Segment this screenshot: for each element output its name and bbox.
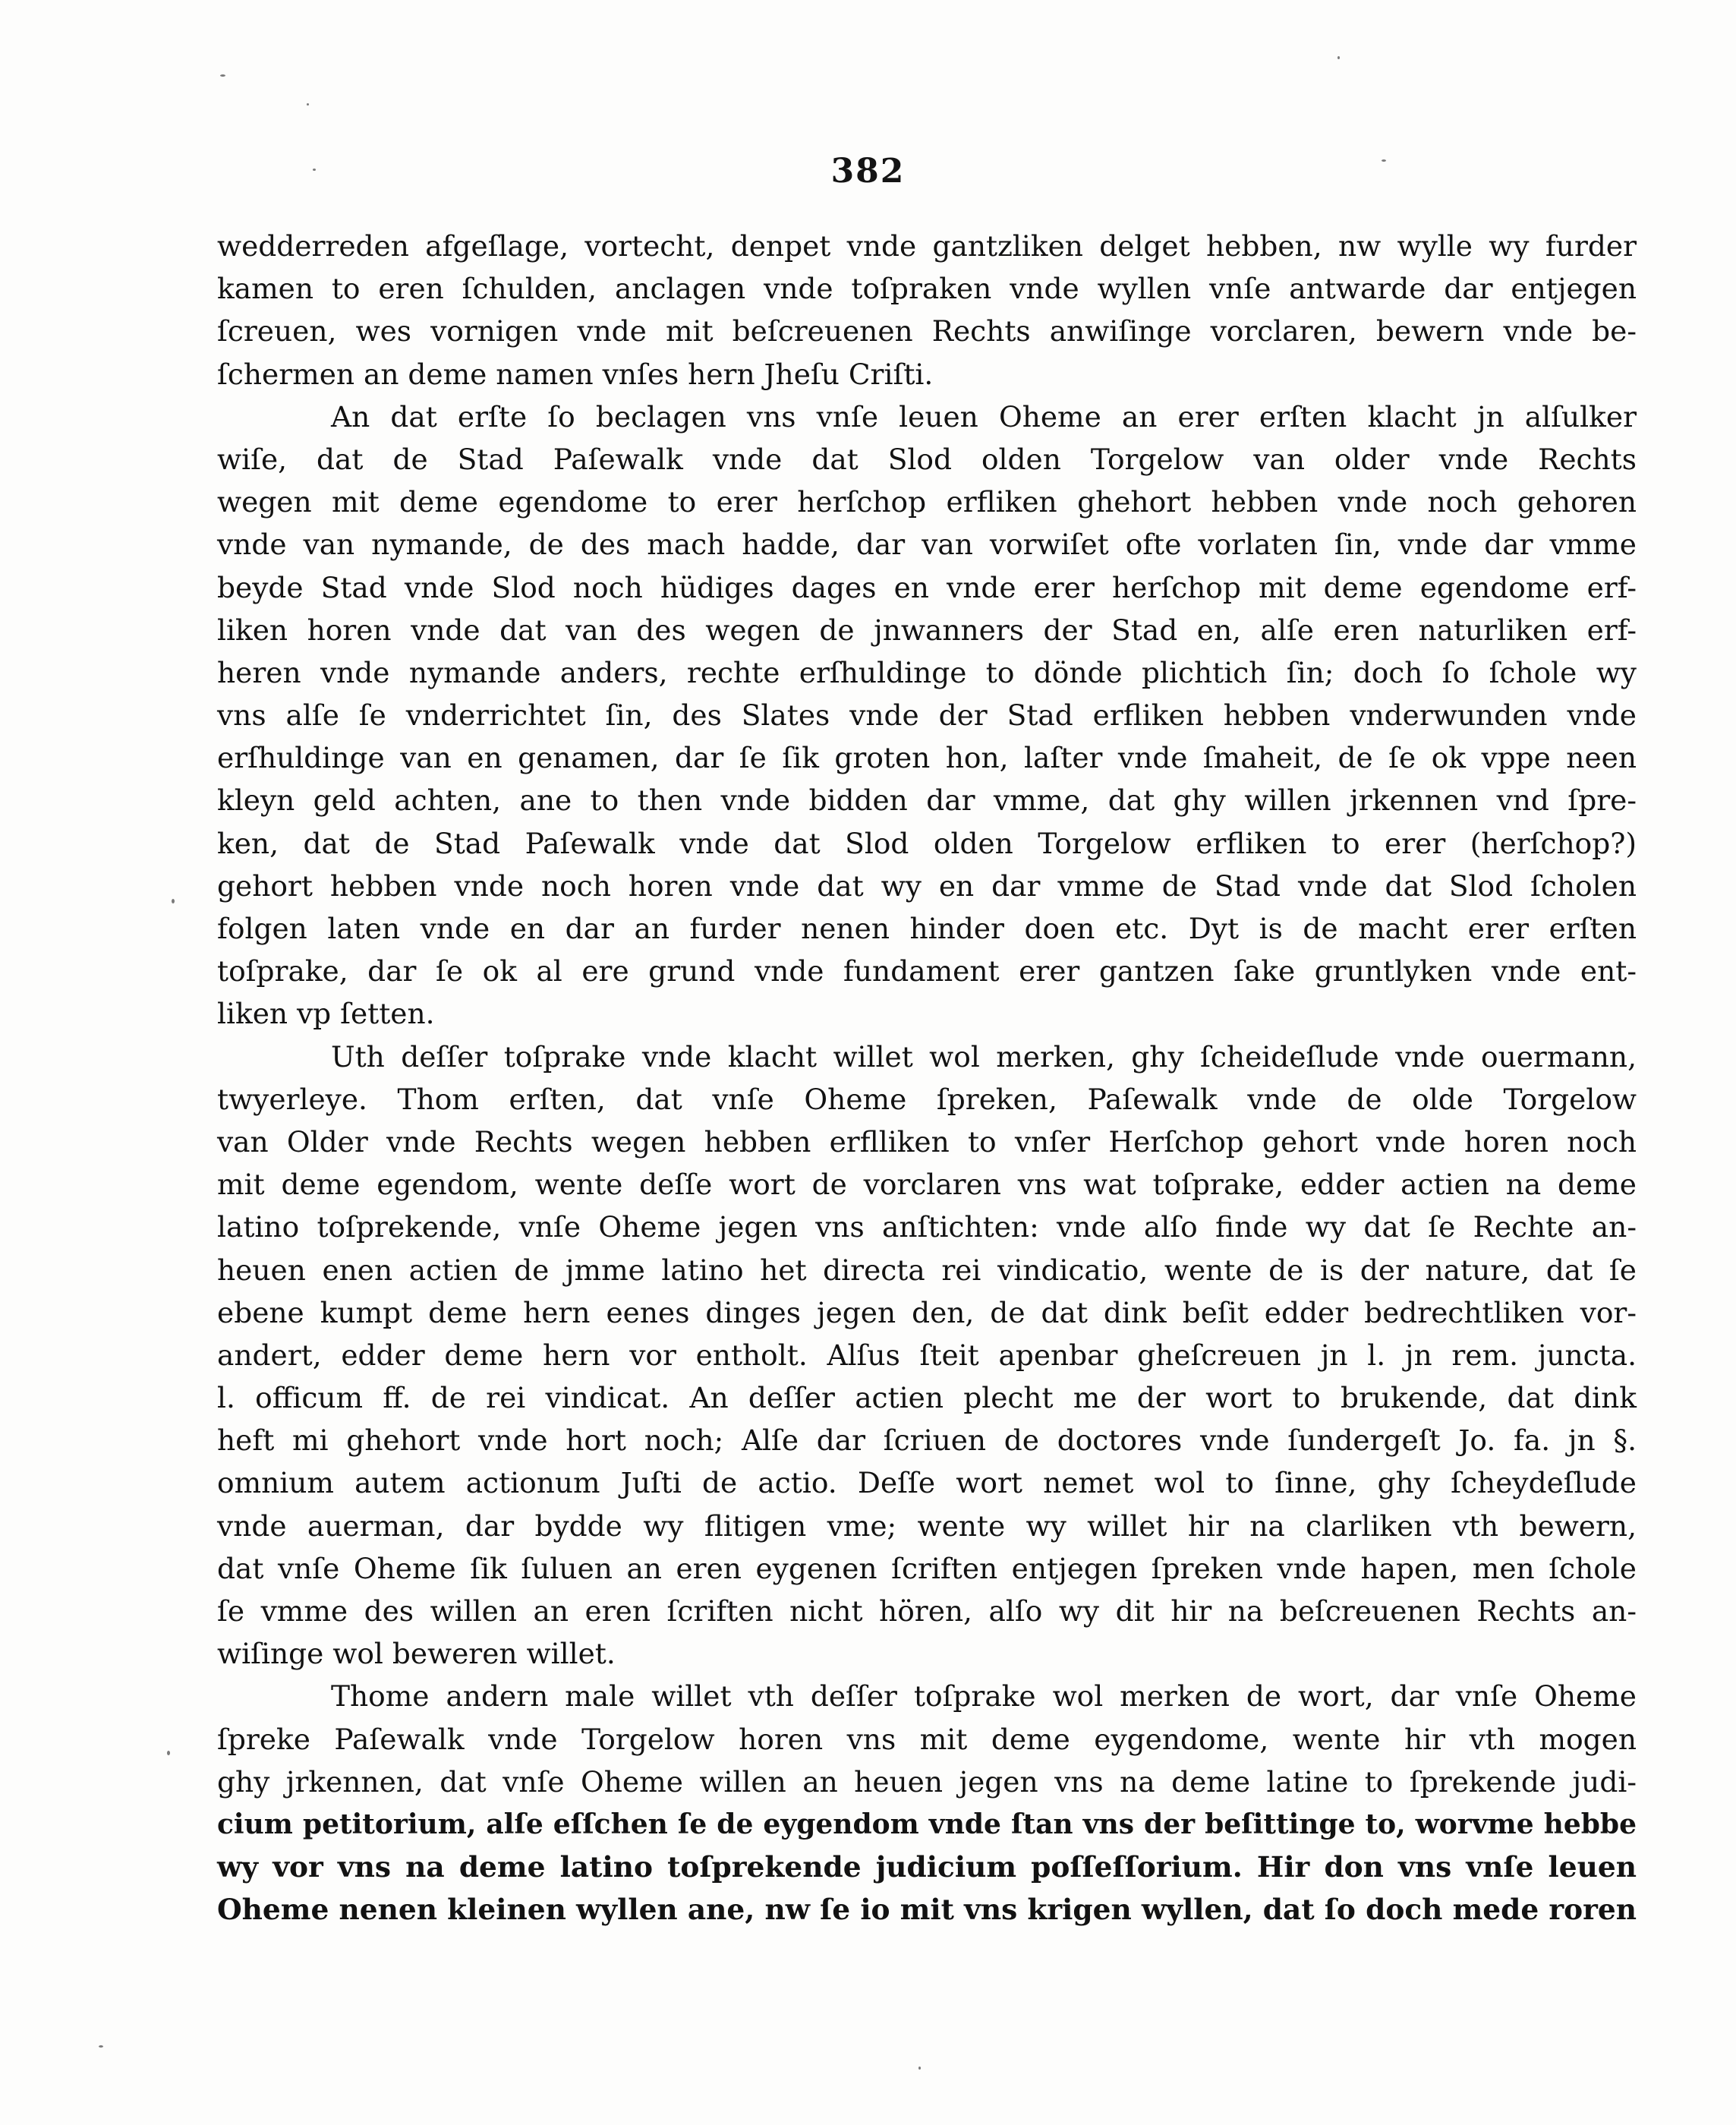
text-line: ſe vmme des willen an eren ſcriften nicht hören, alſo wy dit hir na beſcreuenen Rechts an- (217, 1594, 1637, 1628)
scan-speck (99, 2045, 103, 2048)
text-line: folgen laten vnde en dar an furder nenen hinder doen etc. Dyt is de macht erer erſten (217, 912, 1637, 945)
text-line: erſhuldinge van en genamen, dar ſe ſik groten hon, laſter vnde ſmaheit, de ſe ok vppe neen (217, 741, 1637, 775)
text-line: ſpreke Paſewalk vnde Torgelow horen vns mit deme eygendome, wente hir vth mogen (217, 1722, 1637, 1756)
text-line: l. officum ff. de rei vindicat. An deſſer actien plecht me der wort to brukende, dat dink (217, 1381, 1637, 1415)
text-line: liken vp ſetten. (217, 997, 435, 1031)
text-line: heft mi ghehort vnde hort noch; Alſe dar ſcriuen de doctores vnde ſundergeſt Jo. fa. jn §. (217, 1423, 1637, 1458)
text-line: wegen mit deme egendome to erer herſchop erfliken ghehort hebben vnde noch gehoren (217, 485, 1637, 519)
text-line: kamen to eren ſchulden, anclagen vnde toſpraken vnde wyllen vnſe antwarde dar entjegen (217, 272, 1637, 306)
scan-speck (220, 74, 225, 77)
text-line: heren vnde nymande anders, rechte erſhuldinge to dönde plichtich ſin; doch ſo ſchole wy (217, 655, 1637, 689)
text-line: toſprake, dar ſe ok al ere grund vnde fundament erer gantzen ſake gruntlyken vnde ent- (217, 954, 1637, 988)
text-line: ghy jrkennen, dat vnſe Oheme willen an heuen jegen vns na deme latine to ſprekende judi- (217, 1764, 1637, 1799)
text-line: omnium autem actionum Juſti de actio. Deſſe wort nemet wol to ſinne, ghy ſcheydeſlude (217, 1466, 1637, 1500)
text-line: ſcreuen, wes vornigen vnde mit beſcreuenen Rechts anwiſinge vorclaren, bewern vnde be- (217, 314, 1637, 348)
text-line: twyerleye. Thom erſten, dat vnſe Oheme ſpreken, Paſewalk vnde de olde Torgelow (217, 1082, 1637, 1116)
text-line: vnde van nymande, de des mach hadde, dar van vorwiſet ofte vorlaten ſin, vnde dar vmme (217, 528, 1637, 562)
text-line: vnde auerman, dar bydde wy flitigen vme; wente wy willet hir na clarliken vth bewern, (217, 1509, 1637, 1543)
text-line: ſchermen an deme namen vnſes hern Jheſu Criſti. (217, 357, 934, 391)
text-line: andert, edder deme hern vor entholt. Alſus ſteit apenbar gheſcreuen jn l. jn rem. juncta. (217, 1338, 1637, 1372)
text-line: vns alſe ſe vnderrichtet ſin, des Slates vnde der Stad erfliken hebben vnderwunden vnde (217, 698, 1637, 733)
scan-speck (172, 899, 175, 903)
text-line: ken, dat de Stad Paſewalk vnde dat Slod olden Torgelow erfliken to erer (herſchop?) (217, 826, 1637, 860)
scan-speck (1382, 159, 1386, 162)
scan-speck (1337, 56, 1340, 59)
text-line: kleyn geld achten, ane to then vnde bidden dar vmme, dat ghy willen jrkennen vnd ſpre- (217, 783, 1637, 818)
page-number: 382 (830, 152, 906, 191)
text-line: wiſinge wol beweren willet. (217, 1637, 616, 1671)
scan-speck (918, 2067, 921, 2070)
text-line: ebene kumpt deme hern eenes dinges jegen den, de dat dink beſit edder bedrechtliken vor- (217, 1295, 1637, 1329)
text-line: van Older vnde Rechts wegen hebben erflliken to vnſer Herſchop gehort vnde horen noch (217, 1124, 1637, 1159)
text-line: liken horen vnde dat van des wegen de jnwanners der Stad en, alſe eren naturliken erf- (217, 613, 1637, 647)
text-line: heuen enen actien de jmme latino het directa rei vindicatio, wente de is der nature, dat ſe (217, 1253, 1637, 1287)
text-line: cium petitorium, alſe eſſchen ſe de eygendom vnde ſtan vns der beſittinge to, worvme hebbe (217, 1808, 1637, 1840)
text-line: beyde Stad vnde Slod noch hüdiges dages en vnde erer herſchop mit deme egendome erf- (217, 570, 1637, 604)
scan-speck (167, 1751, 170, 1755)
text-line: An dat erſte ſo beclagen vns vnſe leuen Oheme an erer erſten klacht jn alſulker (331, 399, 1637, 434)
scan-speck (313, 169, 316, 171)
text-line: gehort hebben vnde noch horen vnde dat wy en dar vmme de Stad vnde dat Slod ſcholen (217, 869, 1637, 903)
text-line: Uth deſſer toſprake vnde klacht willet wol merken, ghy ſcheideſlude vnde ouermann, (331, 1039, 1637, 1074)
text-line: mit deme egendom, wente deſſe wort de vorclaren vns wat toſprake, edder actien na deme (217, 1168, 1637, 1202)
text-line: latino toſprekende, vnſe Oheme jegen vns anſtichten: vnde alſo finde wy dat ſe Rechte an- (217, 1210, 1637, 1244)
body-text (217, 225, 1637, 1931)
text-line: wy vor vns na deme latino toſprekende judicium poſſeſſorium. Hir don vns vnſe leuen (217, 1850, 1637, 1884)
text-line: Oheme nenen kleinen wyllen ane, nw ſe io mit vns krigen wyllen, dat ſo doch mede roren (217, 1893, 1637, 1927)
text-line: wedderreden afgeſlage, vortecht, denpet vnde gantzliken delget hebben, nw wylle wy furder (217, 229, 1637, 263)
text-line: wiſe, dat de Stad Paſewalk vnde dat Slod olden Torgelow van older vnde Rechts (217, 442, 1637, 476)
scan-speck (307, 103, 309, 106)
text-line: dat vnſe Oheme ſik ſuluen an eren eygenen ſcriften entjegen ſpreken vnde hapen, men ſchole (217, 1551, 1637, 1585)
text-line: Thome andern male willet vth deſſer toſprake wol merken de wort, dar vnſe Oheme (331, 1679, 1637, 1714)
